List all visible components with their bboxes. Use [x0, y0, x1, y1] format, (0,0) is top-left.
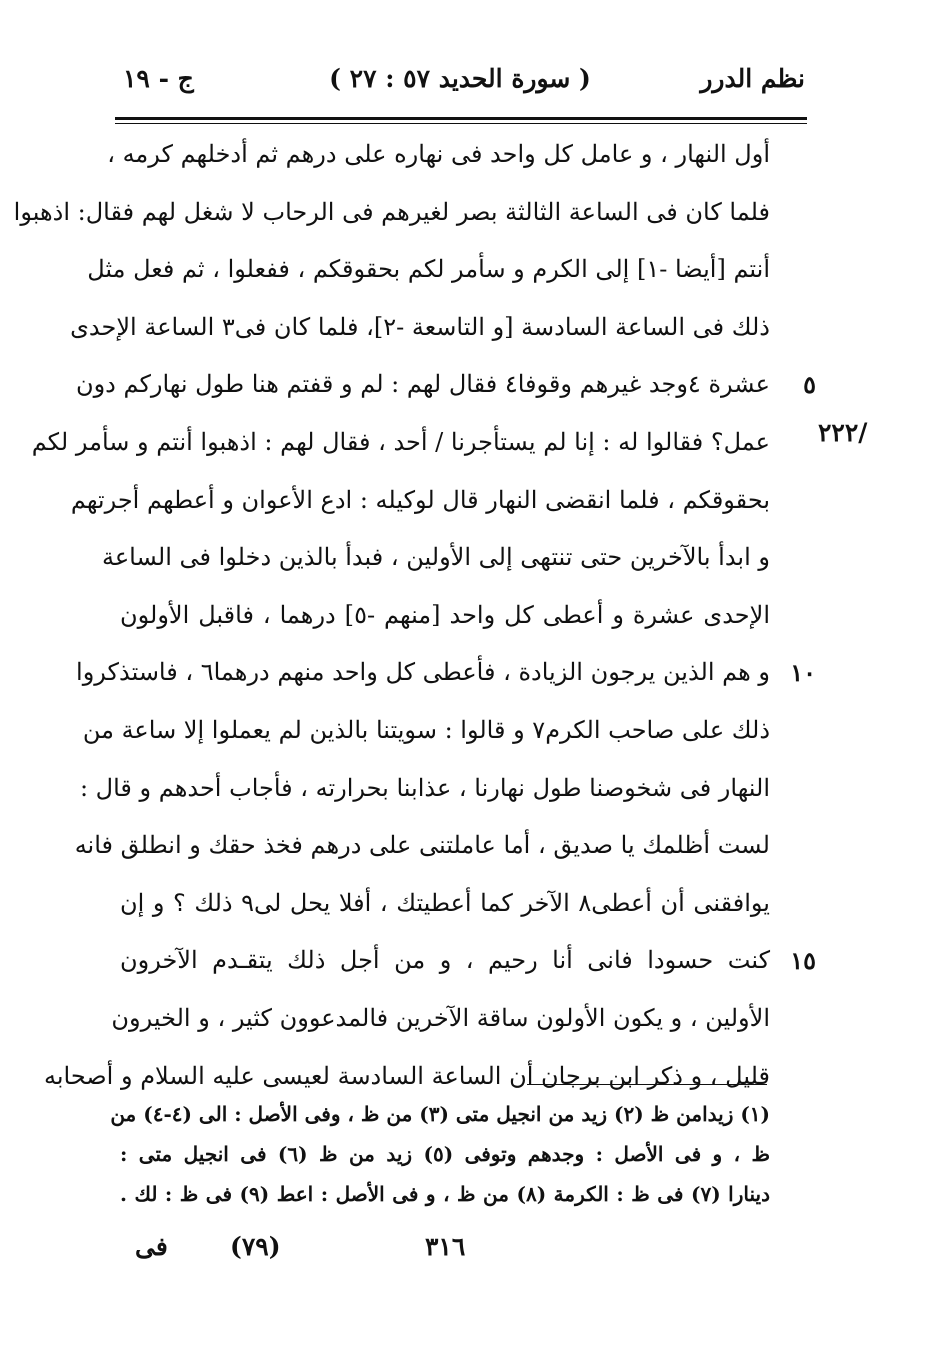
text-line: ذلك على صاحب الكرم٧ و قالوا : سويتنا بالذين لم يعملوا إلا ساعة من — [82, 715, 770, 744]
line-number-5: ٥ — [803, 370, 816, 400]
text-line: بحقوقكم ، فلما انقضى النهار قال لوكيله : ادع الأعوان و أعطهم أجرتهم — [70, 485, 770, 514]
header-rule-thick — [115, 117, 807, 120]
text-line: فلما كان فى الساعة الثالثة بصر لغيرهم فى الرحاب لا شغل لهم فقال: اذهبوا — [13, 197, 770, 226]
text-line: يوافقنى أن أعطى٨ الآخر كما أعطيتك ، أفلا يحل لى٩ ذلك ؟ و إن — [120, 888, 770, 917]
running-header — [115, 58, 805, 104]
text-line: الأولين ، و يكون الأولون ساقة الآخرين فالمدعوون كثير ، و الخيرون — [111, 1003, 770, 1032]
text-line: عمل؟ فقالوا له : إنا لم يستأجرنا / أحد ، فقال لهم : اذهبوا أنتم و سأمر لكم — [31, 427, 770, 456]
text-line: و هم الذين يرجون الزيادة ، فأعطى كل واحد منهم درهما٦ ، فاستذكروا — [76, 658, 770, 687]
catchword: فى — [135, 1232, 168, 1261]
line-number-15: ١٥ — [790, 946, 816, 976]
signature-mark: (٧٩) — [230, 1232, 281, 1261]
text-line: عشرة ٤وجد غيرهم وقوفا٤ فقال لهم : لم و قفتم هنا طول نهاركم دون — [75, 370, 770, 399]
footnotes — [110, 1094, 771, 1214]
volume-label: ج - ١٩ — [123, 64, 194, 93]
surah-reference: ( سورة الحديد ٥٧ : ٢٧ ) — [329, 64, 591, 93]
footnote-line: (١) زيدامن ظ (٢) زيد من انجيل متى (٣) من ظ ، وفى الأصل : الى (٤-٤) من — [110, 1102, 770, 1126]
main-text — [13, 126, 771, 1105]
book-title: نظم الدرر — [700, 64, 805, 93]
text-line: كنت حسودا فانى أنا رحيم ، و من أجل ذلك يتقـدم الآخرون — [120, 946, 770, 975]
text-line: الإحدى عشرة و أعطى كل واحد [منهم -٥] درهما ، فاقبل الأولون — [120, 600, 771, 629]
manuscript-margin-reference: /٢٢٢ — [818, 418, 868, 447]
page-number: ٣١٦ — [425, 1232, 466, 1261]
footnote-rule — [527, 1084, 767, 1085]
text-line: أنتم [أيضا -١] إلى الكرم و سأمر لكم بحقوقكم ، ففعلوا ، ثم فعل مثل — [87, 255, 770, 284]
text-line: النهار فى شخوصنا طول نهارنا ، عذابنا بحرارته ، فأجاب أحدهم و قال : — [79, 773, 770, 802]
text-line: و ابدأ بالآخرين حتى تنتهى إلى الأولين ، فبدأ بالذين دخلوا فى الساعة — [101, 543, 770, 572]
text-line: قليل ، و ذكر ابن برجان أن الساعة السادسة لعيسى عليه السلام و أصحابه — [43, 1061, 770, 1090]
line-number-10: ١٠ — [790, 658, 816, 688]
footnote-line: ظ ، و فى الأصل : وجدهم وتوفى (٥) زيد من ظ (٦) فى انجيل متى : — [120, 1142, 771, 1166]
text-line: ذلك فى الساعة السادسة [و التاسعة -٢]، فلما كان فى٣ الساعة الإحدى — [70, 312, 770, 341]
footnote-line: دينارا (٧) فى ظ : الكرمة (٨) من ظ ، و فى الأصل : اعط (٩) فى ظ : لك . — [120, 1182, 770, 1206]
text-line: أول النهار ، و عامل كل واحد فى نهاره على درهم ثم أدخلهم كرمه ، — [107, 140, 770, 168]
header-rule-thin — [115, 123, 807, 124]
text-line: لست أظلمك يا صديق ، أما عاملتنى على درهم فخذ حقك و انطلق فانه — [74, 831, 770, 860]
